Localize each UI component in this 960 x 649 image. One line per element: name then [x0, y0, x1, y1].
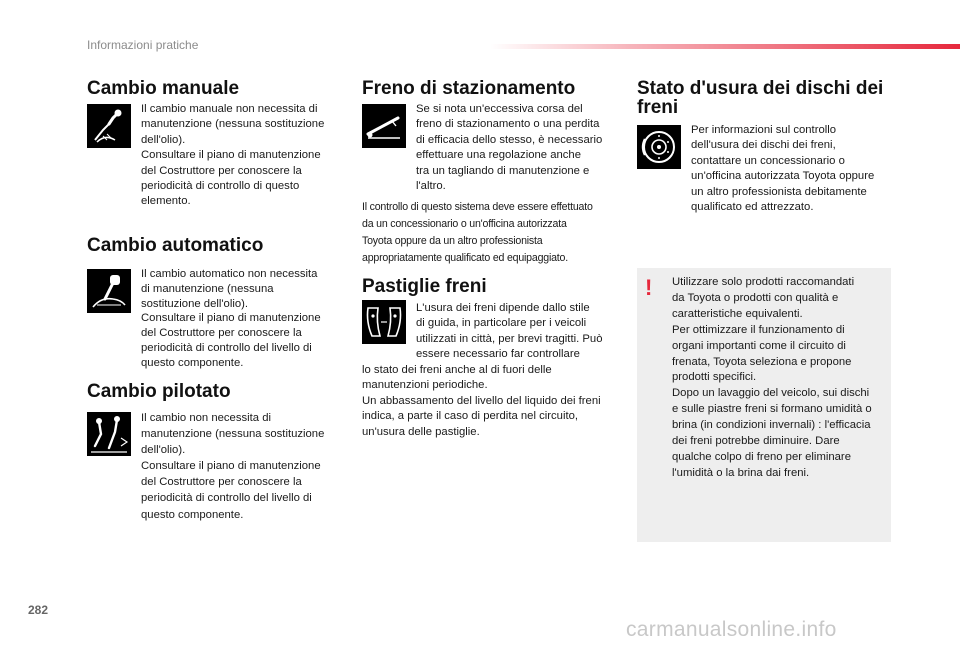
- piloted-gearbox-heading: Cambio pilotato: [87, 381, 231, 402]
- brake-pads-text-indented: L'usura dei freni dipende dallo stile di guida, in particolare per i veicoli utilizzati in città, per brevi tragitti. Può essere necessario far controllare: [416, 302, 603, 361]
- brake-disc-icon: [637, 125, 681, 169]
- brake-discs-heading-line2: freni: [637, 97, 679, 118]
- brake-pads-text-full: lo stato dei freni anche al di fuori delle manutenzioni periodiche. Un abbassamento del livello del liquido dei freni indica, a parte il caso di perdita nel circuito, un'usura delle pastiglie.: [362, 364, 601, 438]
- brake-pads-heading: Pastiglie freni: [362, 276, 487, 297]
- gear-stick-icon: [87, 104, 131, 148]
- brake-discs-text: Per informazioni sul controllo dell'usura dei dischi dei freni, contattare un concessionario o un'officina autorizzata Toyota oppure un altro professionista debitamente qualificato ed attrezzato.: [691, 124, 875, 214]
- warning-exclamation-icon: !: [645, 275, 653, 300]
- parking-brake-lever-icon: [362, 104, 406, 148]
- brake-pads-icon: [362, 300, 406, 344]
- parking-brake-heading: Freno di stazionamento: [362, 78, 576, 99]
- watermark: carmanualsonline.info: [626, 618, 837, 641]
- brake-discs-heading-line1: Stato d'usura dei dischi dei: [637, 78, 884, 99]
- automatic-gearbox-heading: Cambio automatico: [87, 235, 264, 256]
- header-accent-rule: [490, 44, 960, 49]
- parking-brake-text: Se si nota un'eccessiva corsa del freno di stazionamento o una perdita di efficacia dello stesso, è necessario effettuare una regolazione anche tra un tagliando di manutenzione e l'altro.: [416, 103, 603, 193]
- automatic-gearbox-text: Il cambio automatico non necessita di manutenzione (nessuna sostituzione dell'olio). Consultare il piano di manutenzione del Costruttore per conoscere la periodicità di controllo del livello di questo componente.: [141, 268, 321, 369]
- section-title: Informazioni pratiche: [87, 38, 199, 52]
- manual-gearbox-heading: Cambio manuale: [87, 78, 240, 99]
- page-number: 282: [28, 603, 49, 617]
- piloted-gearbox-icon: [87, 412, 131, 456]
- parking-brake-note: Il controllo di questo sistema deve essere effettuato da un concessionario o un'officina autorizzata Toyota oppure da un altro professionista appropriatamente qualificato ed equipaggiato.: [362, 201, 593, 264]
- manual-gearbox-text: Il cambio manuale non necessita di manutenzione (nessuna sostituzione dell'olio). Consultare il piano di manutenzione del Costruttore per conoscere la periodicità di controllo di questo elemento.: [141, 103, 325, 208]
- warning-text: Utilizzare solo prodotti raccomandati da Toyota o prodotti con qualità e caratteristiche equivalenti. Per ottimizzare il funzionamento di organi importanti come il circuito di frenata, Toyota seleziona e propone prodotti specifici. Dopo un lavaggio del veicolo, sui dischi e sulle piastre freni si formano umidità o brina (in condizioni invernali) : l'efficacia dei freni potrebbe diminuire. Dare qualche colpo di freno per eliminare l'umidità o la brina dai freni.: [672, 276, 872, 479]
- piloted-gearbox-text: Il cambio non necessita di manutenzione (nessuna sostituzione dell'olio). Consultare il piano di manutenzione del Costruttore per conoscere la periodicità di controllo del livello di questo componente.: [141, 412, 325, 521]
- automatic-selector-icon: [87, 269, 131, 313]
